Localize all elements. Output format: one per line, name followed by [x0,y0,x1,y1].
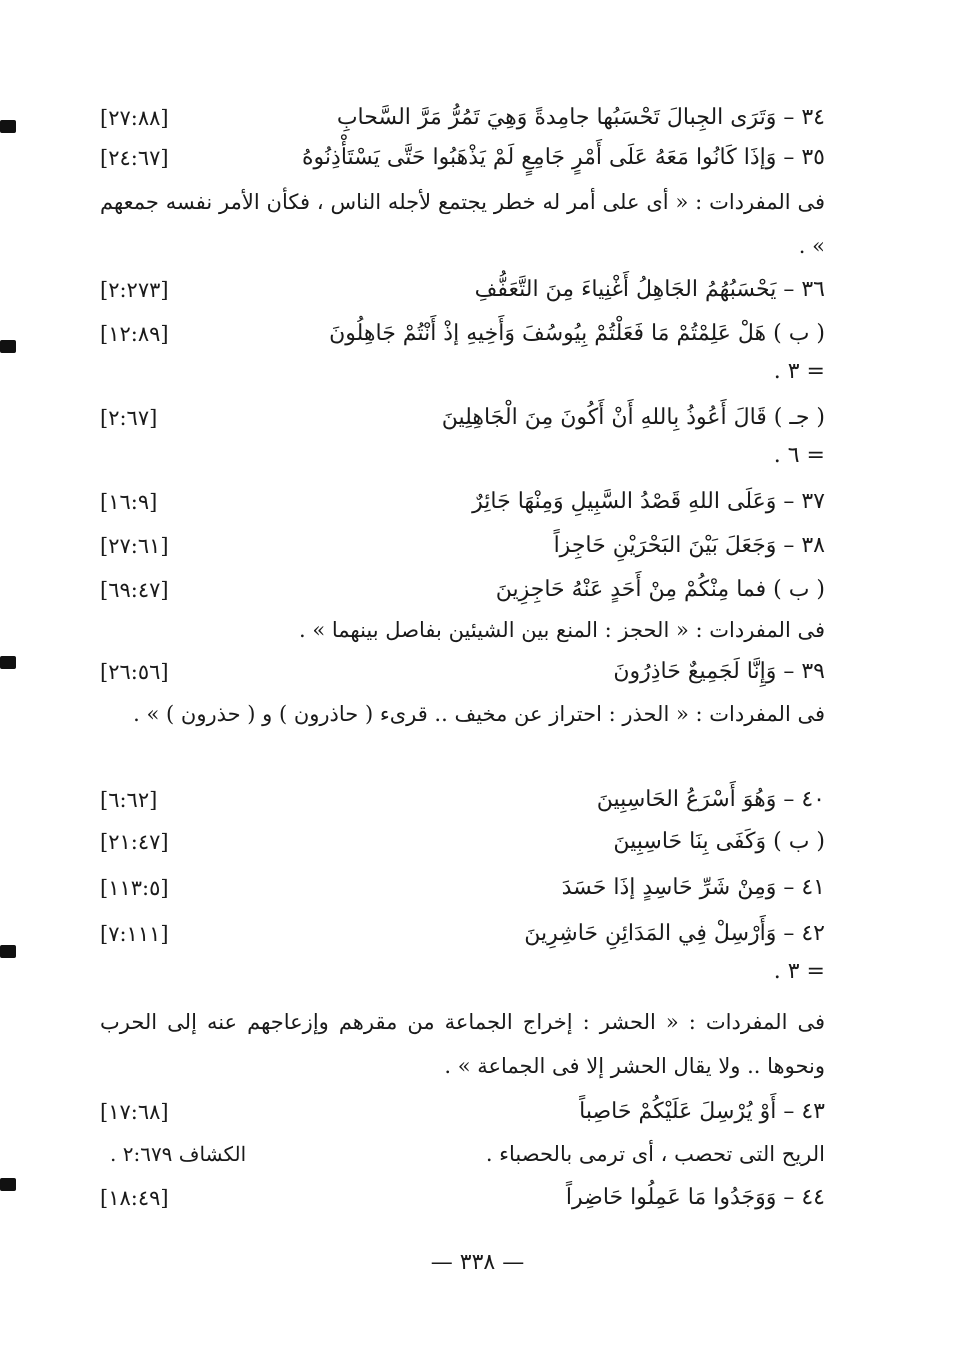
verse-entry [100,1178,825,1218]
verse-text: ٤٤ – وَوَجَدُوا مَا عَمِلُوا حَاضِراً [565,1185,825,1210]
page-number: — ٣٣٨ — [430,1250,525,1275]
verse-text: ٣٩ – وَإِنَّا لَجَمِيعٌ حَاذِرُونَ [613,659,825,684]
verse-reference: [٢٧:٨٨] [100,106,169,130]
kashaf-note [100,1134,825,1174]
equals-line [100,352,825,392]
verse-text: ( ب ) وَكَفَى بِنَا حَاسِبِينَ [613,829,825,854]
verse-entry [100,398,825,438]
verse-entry [100,570,825,610]
verse-entry [100,138,825,178]
verse-entry [100,822,825,862]
verse-reference: [١١٣:٥] [100,876,169,900]
kashaf-reference: الكشاف ٢:٦٧٩ . [110,1142,247,1166]
verse-reference: [١٨:٤٩] [100,1186,169,1210]
equals-line [100,436,825,476]
verse-text: ٤٢ – وَأَرْسِلْ فِي المَدَائِنِ حَاشِرِينَ [524,921,825,946]
scan-mark [0,340,16,353]
verse-entry [100,868,825,908]
verse-reference: [١٦:٩] [100,490,158,514]
verse-reference: [٦٩:٤٧] [100,578,169,602]
verse-text: ٣٨ – وَجَعَلَ بَيْنَ البَحْرَيْنِ حَاجِزاً [553,533,825,558]
verse-text: ٤١ – وَمِنْ شَرِّ حَاسِدٍ إذَا حَسَدَ [561,875,825,900]
verse-entry [100,780,825,820]
verse-reference: [٢٦:٥٦] [100,660,169,684]
verse-entry [100,98,825,138]
verse-text: ٣٧ – وَعَلَى اللهِ قَصْدُ السَّبِيلِ وَمِنْهَا جَائِرٌ [472,489,825,514]
equals-text: = ٦ . [773,443,825,468]
verse-text: ( جـ ) قَالَ أَعُوذُ بِاللهِ أَنْ أَكُونَ مِنَ الْجَاهِلِينَ [441,405,825,430]
verse-reference: [٢٧:٦١] [100,534,169,558]
commentary-note: فى المفردات : « الحشر : إخراج الجماعة من مقرهم وإزعاجهم عنه إلى الحرب ونحوها .. ولا يقال الحشر إلا فى الجماعة » . [100,1010,825,1078]
verse-text: ( ب ) فما مِنْكُمْ مِنْ أَحَدٍ عَنْهُ حَاجِزِينَ [495,577,825,602]
equals-line [100,952,825,992]
scan-mark [0,1178,16,1191]
verse-entry [100,314,825,354]
verse-text: ( ب ) هَلْ عَلِمْتُمْ مَا فَعَلْتُمْ بِيُوسُفَ وَأَخِيهِ إذْ أَنْتُمْ جَاهِلُونَ [329,321,825,346]
kashaf-text: الريح التى تحصب ، أى ترمى بالحصباء . [485,1142,825,1166]
verse-reference: [٢١:٤٧] [100,830,169,854]
verse-entry [100,1092,825,1132]
verse-text: ٣٦ – يَحْسَبُهُمُ الجَاهِلُ أَغْنِياءَ مِنَ التَّعَفُّفِ [474,277,825,302]
equals-text: = ٣ . [773,359,825,384]
verse-entry [100,482,825,522]
verse-text: ٤٠ – وَهُوَ أَسْرَعُ الحَاسِبِينَ [596,787,825,812]
verse-reference: [١٢:٨٩] [100,322,169,346]
verse-reference: [٦:٦٢] [100,788,158,812]
scan-mark [0,656,16,669]
verse-entry [100,652,825,692]
verse-entry [100,914,825,954]
verse-text: ٤٣ – أَوْ يُرْسِلَ عَلَيْكُمْ حَاصِباً [579,1099,825,1124]
scan-mark [0,945,16,958]
scan-mark [0,120,16,133]
verse-text: ٣٤ – وَتَرَى الجِبالَ تَحْسَبُها جامِدةً وَهِيَ تَمُرُّ مَرَّ السَّحابِ [336,105,825,130]
verse-entry [100,526,825,566]
verse-text: ٣٥ – وَإذَا كَانُوا مَعَهُ عَلَى أَمْرٍ جَامِعٍ لَمْ يَذْهَبُوا حَتَّى يَسْتَأْذِنُوهُ [302,145,825,170]
verse-reference: [٢:٦٧] [100,406,158,430]
verse-reference: [١٧:٦٨] [100,1100,169,1124]
equals-text: = ٣ . [773,959,825,984]
verse-reference: [٢٤:٦٧] [100,146,169,170]
commentary-note: فى المفردات : « أى على أمر له خطر يجتمع لأجله الناس ، فكأن الأمر نفسه جمعهم » . [100,190,825,258]
verse-entry [100,270,825,310]
verse-reference: [٧:١١١] [100,922,169,946]
verse-reference: [٢:٢٧٣] [100,278,169,302]
commentary-note: فى المفردات : « الحذر : احتراز عن مخيف .. قرىء ( حاذرون ) و ( حذرون ) » . [133,702,825,726]
commentary-note: فى المفردات : « الحجز : المنع بين الشيئين بفاصل بينهما » . [299,618,825,642]
